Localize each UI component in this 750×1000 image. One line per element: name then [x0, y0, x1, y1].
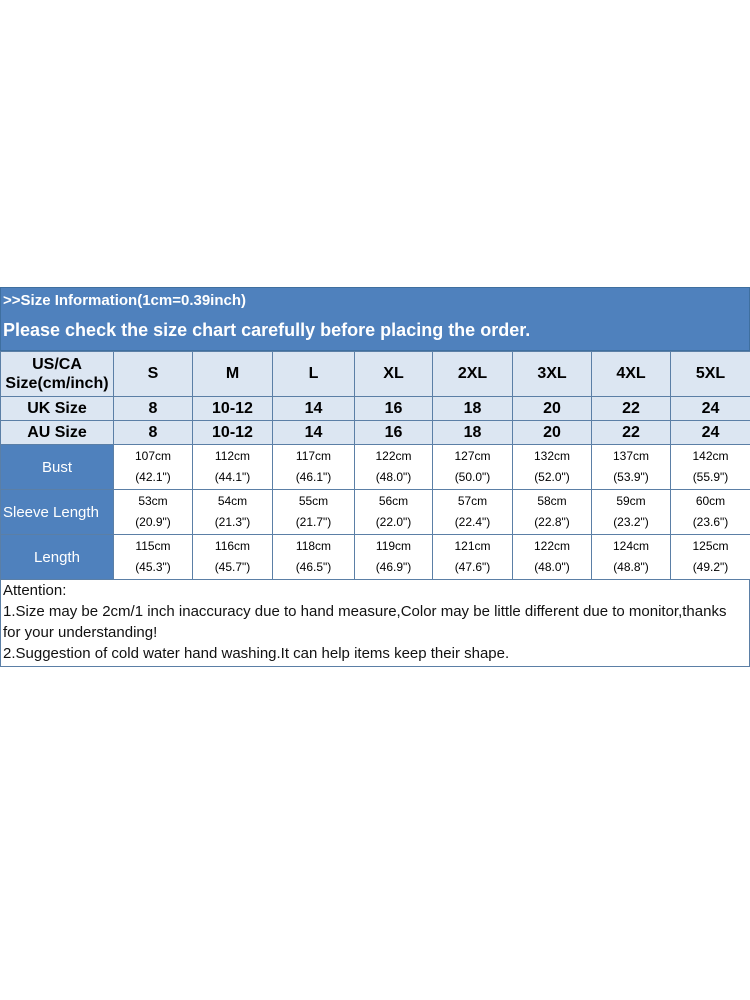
cm-value: 115cm	[135, 539, 171, 553]
size-cell: 3XL	[513, 352, 592, 397]
cm-value: 121cm	[454, 539, 491, 553]
inch-value: (53.9")	[613, 470, 649, 484]
size-table	[0, 351, 750, 580]
us-size-label-line1: US/CA	[32, 356, 82, 373]
inch-value: (49.2")	[692, 560, 729, 574]
sleeve-length-row	[1, 490, 750, 535]
sleeve-length-label: Sleeve Length	[1, 490, 114, 535]
uk-size-label: UK Size	[1, 397, 114, 421]
inch-value: (21.3")	[214, 515, 251, 529]
inch-value: (22.0")	[375, 515, 412, 529]
sleeve-length-cell	[592, 490, 671, 535]
cm-value: 58cm	[537, 494, 567, 508]
us-size-label	[1, 352, 114, 397]
length-cell	[671, 535, 750, 580]
cm-value: 54cm	[217, 494, 248, 508]
uk-size-cell: 10-12	[193, 397, 273, 421]
bust-cell	[114, 445, 193, 490]
cm-value: 137cm	[612, 449, 650, 463]
length-label: Length	[1, 535, 114, 580]
us-size-label-line2: Size(cm/inch)	[5, 375, 109, 392]
size-cell: L	[273, 352, 355, 397]
length-cell	[433, 535, 513, 580]
bust-label: Bust	[1, 445, 114, 490]
inch-value: (46.1")	[295, 470, 332, 484]
cm-value: 132cm	[533, 449, 571, 463]
size-cell: S	[114, 352, 193, 397]
inch-value: (23.2")	[613, 515, 649, 529]
inch-value: (21.7")	[295, 515, 332, 529]
size-chart	[0, 287, 750, 667]
check-size-header: Please check the size chart carefully before placing the order.	[0, 312, 750, 351]
inch-value: (45.3")	[135, 560, 171, 574]
sleeve-length-cell	[114, 490, 193, 535]
cm-value: 112cm	[214, 449, 251, 463]
inch-value: (44.1")	[214, 470, 251, 484]
cm-value: 55cm	[298, 494, 329, 508]
cm-value: 53cm	[138, 494, 168, 508]
cm-value: 127cm	[454, 449, 491, 463]
size-cell: M	[193, 352, 273, 397]
au-size-cell: 18	[433, 421, 513, 445]
length-cell	[355, 535, 433, 580]
uk-size-cell: 20	[513, 397, 592, 421]
cm-value: 116cm	[214, 539, 251, 553]
attention-notes	[0, 580, 750, 667]
length-cell	[114, 535, 193, 580]
length-cell	[273, 535, 355, 580]
bust-cell	[513, 445, 592, 490]
uk-size-cell: 24	[671, 397, 750, 421]
au-size-cell: 16	[355, 421, 433, 445]
cm-value: 122cm	[533, 539, 571, 553]
inch-value: (52.0")	[534, 470, 570, 484]
au-size-cell: 8	[114, 421, 193, 445]
attention-note-1: 1.Size may be 2cm/1 inch inaccuracy due to hand measure,Color may be little different due to monitor,thanks for your understanding!	[3, 603, 727, 641]
size-cell: XL	[355, 352, 433, 397]
inch-value: (42.1")	[135, 470, 171, 484]
inch-value: (20.9")	[135, 515, 171, 529]
inch-value: (46.5")	[295, 560, 332, 574]
cm-value: 59cm	[616, 494, 646, 508]
uk-size-row	[1, 397, 750, 421]
au-size-cell: 22	[592, 421, 671, 445]
cm-value: 124cm	[612, 539, 650, 553]
cm-value: 57cm	[457, 494, 488, 508]
sleeve-length-cell	[513, 490, 592, 535]
cm-value: 142cm	[692, 449, 729, 463]
uk-size-cell: 22	[592, 397, 671, 421]
inch-value: (48.8")	[613, 560, 649, 574]
inch-value: (55.9")	[692, 470, 729, 484]
inch-value: (46.9")	[375, 560, 412, 574]
inch-value: (48.0")	[534, 560, 570, 574]
bust-cell	[193, 445, 273, 490]
cm-value: 117cm	[295, 449, 332, 463]
inch-value: (22.8")	[534, 515, 570, 529]
cm-value: 122cm	[375, 449, 412, 463]
length-row	[1, 535, 750, 580]
sleeve-length-cell	[273, 490, 355, 535]
cm-value: 119cm	[375, 539, 412, 553]
uk-size-cell: 16	[355, 397, 433, 421]
au-size-cell: 20	[513, 421, 592, 445]
au-size-cell: 24	[671, 421, 750, 445]
bust-row	[1, 445, 750, 490]
attention-note-2: 2.Suggestion of cold water hand washing.It can help items keep their shape.	[3, 645, 510, 662]
sleeve-length-cell	[355, 490, 433, 535]
inch-value: (45.7")	[214, 560, 251, 574]
us-size-row	[1, 352, 750, 397]
size-cell: 4XL	[592, 352, 671, 397]
uk-size-cell: 14	[273, 397, 355, 421]
sleeve-length-cell	[193, 490, 273, 535]
cm-value: 107cm	[134, 449, 172, 463]
bust-cell	[433, 445, 513, 490]
bust-cell	[671, 445, 750, 490]
inch-value: (47.6")	[454, 560, 491, 574]
inch-value: (50.0")	[454, 470, 491, 484]
cm-value: 56cm	[378, 494, 409, 508]
sleeve-length-cell	[671, 490, 750, 535]
inch-value: (48.0")	[375, 470, 412, 484]
uk-size-cell: 18	[433, 397, 513, 421]
length-cell	[513, 535, 592, 580]
au-size-row	[1, 421, 750, 445]
inch-value: (23.6")	[692, 515, 729, 529]
bust-cell	[273, 445, 355, 490]
attention-title: Attention:	[3, 582, 67, 599]
cm-value: 125cm	[692, 539, 729, 553]
bust-cell	[592, 445, 671, 490]
au-size-cell: 14	[273, 421, 355, 445]
au-size-label: AU Size	[1, 421, 114, 445]
length-cell	[592, 535, 671, 580]
sleeve-length-cell	[433, 490, 513, 535]
cm-value: 118cm	[295, 539, 332, 553]
size-cell: 5XL	[671, 352, 750, 397]
cm-value: 60cm	[695, 494, 726, 508]
inch-value: (22.4")	[454, 515, 491, 529]
bust-cell	[355, 445, 433, 490]
au-size-cell: 10-12	[193, 421, 273, 445]
uk-size-cell: 8	[114, 397, 193, 421]
length-cell	[193, 535, 273, 580]
size-cell: 2XL	[433, 352, 513, 397]
size-info-header: >>Size Information(1cm=0.39inch)	[0, 287, 750, 312]
